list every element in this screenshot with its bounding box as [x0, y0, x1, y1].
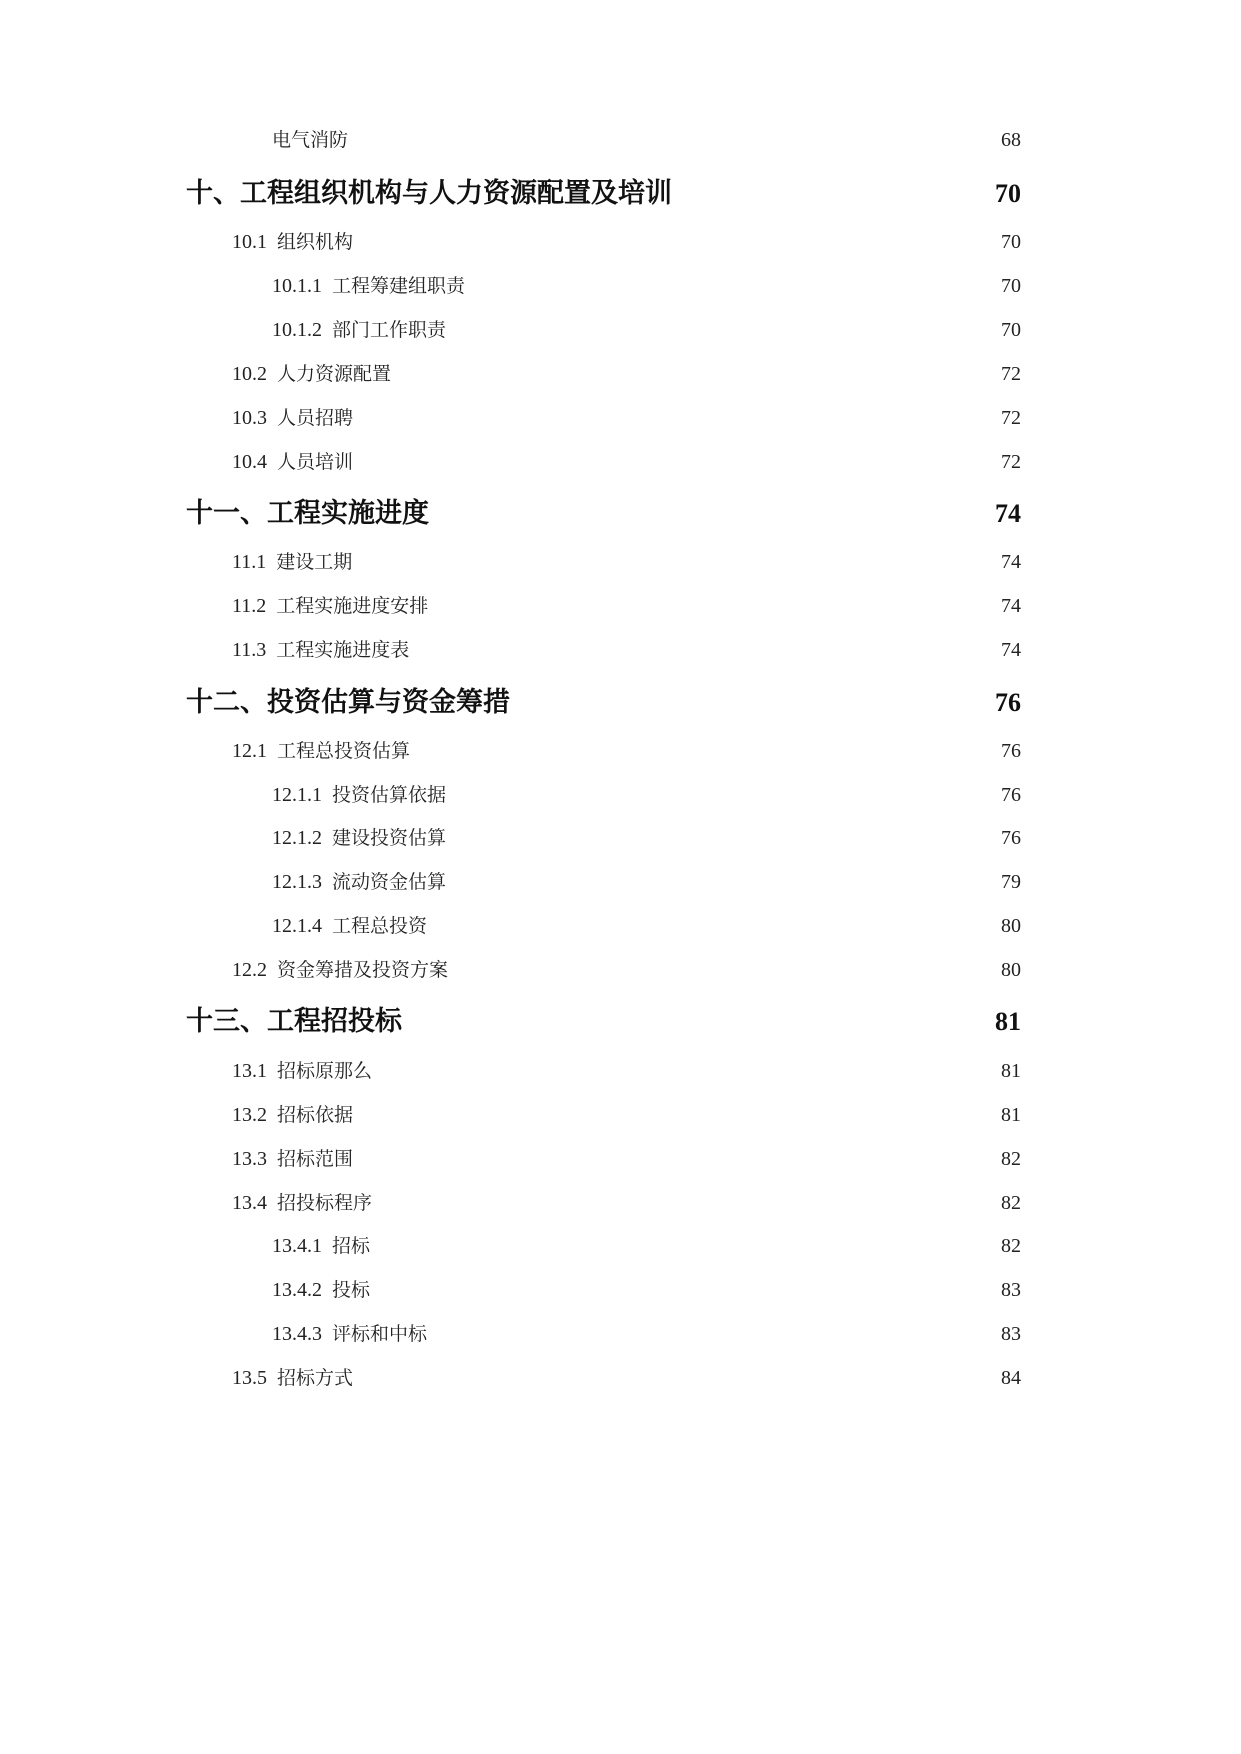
- toc-entry-number: 12.1.4: [272, 915, 322, 937]
- toc-entry-number: 13.4.2: [272, 1279, 322, 1301]
- toc-entry-number: 11.3: [232, 639, 267, 661]
- toc-entry-title: 招标方式: [277, 1367, 354, 1389]
- toc-entry-number: 11.1: [232, 551, 267, 573]
- toc-entry-number: 10.1: [232, 231, 267, 253]
- toc-page-number: 76: [995, 688, 1021, 717]
- toc-entry-title: 人员培训: [277, 451, 354, 473]
- toc-entry-number: 13.3: [232, 1148, 267, 1170]
- toc-page-number: 81: [995, 1007, 1021, 1036]
- toc-page-number: 74: [1001, 595, 1021, 617]
- toc-page-number: 70: [1001, 319, 1021, 341]
- toc-chapter-entry[interactable]: [186, 494, 1021, 534]
- toc-entry-title: 十一、工程实施进度: [186, 498, 429, 529]
- toc-section-entry[interactable]: [232, 227, 1021, 257]
- toc-entry-title: 工程筹建组职责: [332, 275, 466, 297]
- toc-page-number: 81: [1001, 1104, 1021, 1126]
- toc-entry-title: 资金筹措及投资方案: [277, 959, 449, 981]
- toc-entry-number: 12.1.3: [272, 871, 322, 893]
- toc-page-number: 72: [1001, 363, 1021, 385]
- toc-entry-number: 10.4: [232, 451, 267, 473]
- toc-section-entry[interactable]: [272, 1319, 1021, 1349]
- toc-entry-number: 10.1.1: [272, 275, 322, 297]
- toc-section-entry[interactable]: [232, 1056, 1021, 1086]
- toc-section-entry[interactable]: [272, 1231, 1021, 1261]
- toc-entry-title: 招标依据: [277, 1104, 354, 1126]
- toc-entry-number: 12.1.1: [272, 784, 322, 806]
- toc-entry-title: 招标范围: [277, 1148, 354, 1170]
- toc-entry-title: 建设投资估算: [332, 827, 447, 849]
- toc-entry-number: 13.2: [232, 1104, 267, 1126]
- toc-page-number: 76: [1001, 827, 1021, 849]
- toc-page-number: 76: [1001, 784, 1021, 806]
- toc-page-number: 84: [1001, 1367, 1021, 1389]
- toc-page-number: 72: [1001, 407, 1021, 429]
- toc-page-number: 74: [995, 499, 1021, 528]
- toc-entry-title: 组织机构: [277, 231, 354, 253]
- toc-section-entry[interactable]: [272, 780, 1021, 810]
- toc-entry-number: 11.2: [232, 595, 267, 617]
- toc-page-number: 82: [1001, 1235, 1021, 1257]
- toc-page-number: 82: [1001, 1192, 1021, 1214]
- toc-page-number: 76: [1001, 740, 1021, 762]
- toc-section-entry[interactable]: [232, 591, 1021, 621]
- toc-section-entry[interactable]: [272, 911, 1021, 941]
- toc-chapter-entry[interactable]: [186, 683, 1021, 723]
- toc-entry-number: 13.1: [232, 1060, 267, 1082]
- toc-page-number: 80: [1001, 959, 1021, 981]
- toc-entry-number: 13.4: [232, 1192, 267, 1214]
- toc-page-number: 83: [1001, 1279, 1021, 1301]
- toc-section-entry[interactable]: [272, 125, 1021, 155]
- toc-chapter-entry[interactable]: [186, 1002, 1021, 1042]
- toc-entry-title: 评标和中标: [332, 1323, 428, 1345]
- toc-section-entry[interactable]: [232, 403, 1021, 433]
- toc-section-entry[interactable]: [232, 359, 1021, 389]
- toc-entry-title: 建设工期: [276, 551, 353, 573]
- toc-entry-title: 招标原那么: [277, 1060, 373, 1082]
- toc-entry-title: 投资估算依据: [332, 784, 447, 806]
- toc-section-entry[interactable]: [272, 271, 1021, 301]
- toc-section-entry[interactable]: [232, 447, 1021, 477]
- toc-entry-title: 流动资金估算: [332, 871, 447, 893]
- toc-entry-title: 工程总投资估算: [277, 740, 411, 762]
- toc-entry-title: 人员招聘: [277, 407, 354, 429]
- toc-page-number: 82: [1001, 1148, 1021, 1170]
- toc-page-number: 70: [1001, 275, 1021, 297]
- toc-page-number: 70: [1001, 231, 1021, 253]
- toc-section-entry[interactable]: [232, 635, 1021, 665]
- toc-section-entry[interactable]: [232, 736, 1021, 766]
- toc-entry-title: 十二、投资估算与资金筹措: [186, 687, 510, 718]
- toc-entry-number: 10.2: [232, 363, 267, 385]
- toc-entry-title: 工程总投资: [332, 915, 428, 937]
- toc-page-number: 72: [1001, 451, 1021, 473]
- toc-page-number: 79: [1001, 871, 1021, 893]
- toc-page-number: 81: [1001, 1060, 1021, 1082]
- toc-entry-number: 13.5: [232, 1367, 267, 1389]
- toc-entry-title: 部门工作职责: [332, 319, 447, 341]
- toc-section-entry[interactable]: [232, 955, 1021, 985]
- toc-section-entry[interactable]: [232, 1363, 1021, 1393]
- toc-entry-title: 招标: [332, 1235, 371, 1257]
- toc-entry-title: 招投标程序: [277, 1192, 373, 1214]
- toc-entry-title: 工程实施进度表: [276, 639, 410, 661]
- toc-page-number: 83: [1001, 1323, 1021, 1345]
- toc-page-number: 70: [995, 179, 1021, 208]
- toc-section-entry[interactable]: [272, 1275, 1021, 1305]
- toc-entry-number: 12.1.2: [272, 827, 322, 849]
- toc-section-entry[interactable]: [232, 1144, 1021, 1174]
- toc-page-number: 74: [1001, 551, 1021, 573]
- toc-entry-number: 12.1: [232, 740, 267, 762]
- toc-section-entry[interactable]: [272, 867, 1021, 897]
- toc-entry-title: 投标: [332, 1279, 371, 1301]
- toc-entry-title: 十三、工程招投标: [186, 1006, 402, 1037]
- toc-entry-title: 人力资源配置: [277, 363, 392, 385]
- toc-entry-number: 10.3: [232, 407, 267, 429]
- toc-page-number: 74: [1001, 639, 1021, 661]
- toc-section-entry[interactable]: [272, 315, 1021, 345]
- toc-page-number: 80: [1001, 915, 1021, 937]
- toc-section-entry[interactable]: [232, 1100, 1021, 1130]
- toc-section-entry[interactable]: [232, 1188, 1021, 1218]
- toc-entry-title: 工程实施进度安排: [276, 595, 429, 617]
- toc-entry-number: 13.4.1: [272, 1235, 322, 1257]
- toc-entry-number: 13.4.3: [272, 1323, 322, 1345]
- toc-entry-title: 十、工程组织机构与人力资源配置及培训: [186, 178, 672, 209]
- toc-chapter-entry[interactable]: [186, 174, 1021, 214]
- toc-section-entry[interactable]: [272, 823, 1021, 853]
- toc-entry-number: 12.2: [232, 959, 267, 981]
- toc-entry-number: 10.1.2: [272, 319, 322, 341]
- toc-section-entry[interactable]: [232, 547, 1021, 577]
- toc-entry-title: 电气消防: [272, 129, 349, 151]
- toc-page-number: 68: [1001, 129, 1021, 151]
